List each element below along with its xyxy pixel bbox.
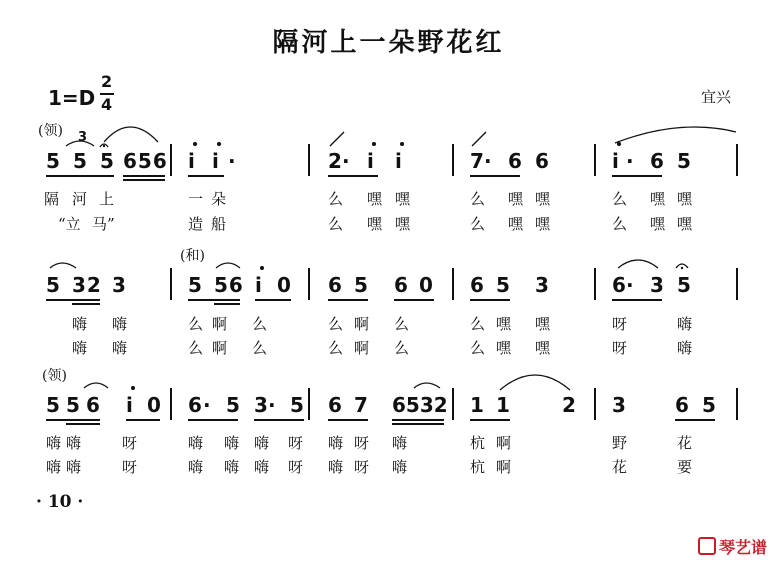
slur [618,260,658,268]
note-high: i [367,149,374,173]
note: 3 [612,393,626,417]
lyric: 嘿 [496,339,512,357]
logo-icon [698,537,716,555]
lyric: 呀 [288,434,304,452]
watermark-text: 琴艺谱 [718,538,767,557]
lyric: 嘿 [535,215,551,233]
note: 6 [188,393,202,417]
lyric: 么 [328,315,344,333]
lyric: 花 [677,434,693,452]
slur [500,375,570,390]
slur [50,263,76,268]
lyric: 啊 [354,339,370,357]
slur [615,127,736,143]
lyric: 呀 [612,315,628,333]
lyric: 嘿 [650,215,666,233]
note: 5 [46,273,60,297]
lyric: 嗨 [392,434,408,452]
lyric: 马” [92,215,115,233]
lyric: 啊 [496,458,512,476]
dot-extension: · [626,149,634,173]
note: 5 [73,149,87,173]
lyric: 啊 [212,339,228,357]
lyric: 嗨 [224,458,240,476]
note: 7 [470,149,484,173]
dot-extension: · [342,149,350,173]
note: 1 [496,393,510,417]
lyric: 上 [99,190,115,208]
lyric: 呀 [122,458,138,476]
note-high: i [126,393,133,417]
lyric: 朵 [211,190,227,208]
slur [104,127,158,142]
lyric: 么 [470,190,486,208]
lyric: 嘿 [677,190,693,208]
note-group: 32 [72,273,102,297]
note: 2 [328,149,342,173]
lyric: 么 [252,315,268,333]
lyric: 么 [470,215,486,233]
lyric: “立 [58,215,81,233]
lyric: 嘿 [496,315,512,333]
note: 5 [46,149,60,173]
note: 3 [112,273,126,297]
lyric: 嘿 [395,215,411,233]
lyric: 呀 [612,339,628,357]
lyric: 么 [188,315,204,333]
lyric: 嗨 [112,315,128,333]
note: 5 [677,149,691,173]
lyric: 嗨 [46,458,62,476]
lyric: 嘿 [367,190,383,208]
lyric: 嘿 [535,315,551,333]
accent-stroke [330,132,344,146]
accent-stroke [472,132,486,146]
lyric: 么 [328,215,344,233]
triplet-mark: 3 [78,130,88,145]
lyric: 啊 [496,434,512,452]
score-title: 隔河上一朵野花红 [272,28,505,58]
lyric: 啊 [354,315,370,333]
lyric: 嘿 [367,215,383,233]
triplet-bracket [66,141,94,146]
lyric: 么 [394,315,410,333]
lyric: 要 [677,458,693,476]
note: 5 [677,273,691,297]
watermark-logo [698,535,767,558]
lyric: 嗨 [677,339,693,357]
lyric: 嗨 [328,434,344,452]
part-label-lead: (领) [42,368,67,384]
note: 7 [354,393,368,417]
dot-extension: · [484,149,492,173]
lyric: 造 [188,215,204,233]
note: 3 [535,273,549,297]
lyric: 野 [612,434,628,452]
note: 3 [650,273,664,297]
lyric: 嗨 [112,339,128,357]
lyric: 河 [72,190,88,208]
note: 5 [496,273,510,297]
lyric: 嗨 [188,434,204,452]
lyric: 么 [188,339,204,357]
note-group: 56 [214,273,244,297]
note: 5 [702,393,716,417]
lyric: 嘿 [508,190,524,208]
lyric: 呀 [354,458,370,476]
dot-extension: · [268,393,276,417]
lyric: 一 [188,190,204,208]
note-high: i [212,149,219,173]
lyric: 嗨 [254,434,270,452]
origin-label: 宜兴 [700,88,731,106]
lyric: 嘿 [535,190,551,208]
note: 1 [470,393,484,417]
note-group: 656 [123,149,168,173]
note-high: i [395,149,402,173]
lyric: 呀 [288,458,304,476]
lyric: 么 [252,339,268,357]
slur [216,263,240,268]
lyric: 隔 [44,190,60,208]
lyric: 嗨 [188,458,204,476]
note: 5 [188,273,202,297]
lyric: 么 [612,215,628,233]
note: 5 [354,273,368,297]
slur [84,383,108,388]
note: 5 [66,393,80,417]
dot-extension: · [626,273,634,297]
lyric: 么 [328,339,344,357]
lyric: 嗨 [677,315,693,333]
part-label-chorus: (和) [180,248,205,264]
lyric: 啊 [212,315,228,333]
lyric: 嗨 [392,458,408,476]
lyric: 嗨 [72,315,88,333]
note-rest: 0 [419,273,433,297]
lyric: 杭 [470,434,486,452]
note: 6 [470,273,484,297]
lyric: 么 [470,315,486,333]
lyric: 嗨 [46,434,62,452]
page-number: · 10 · [36,492,84,512]
lyric: 么 [394,339,410,357]
part-label-lead: (领) [38,123,63,139]
lyric: 杭 [470,458,486,476]
slur [414,383,440,388]
lyric: 呀 [122,434,138,452]
note: 6 [612,273,626,297]
lyric: 么 [470,339,486,357]
note: 5 [226,393,240,417]
lyric: 花 [612,458,628,476]
lyric: 么 [612,190,628,208]
lyric: 嗨 [328,458,344,476]
time-signature-top: 2 [101,72,113,91]
lyric: 船 [211,215,227,233]
lyric: 嘿 [508,215,524,233]
note: 6 [394,273,408,297]
note: 5 [290,393,304,417]
note-high: i [612,149,619,173]
lyric: 嘿 [650,190,666,208]
note: 5 [46,393,60,417]
lyric: 嗨 [224,434,240,452]
key-signature: 1=D [48,86,96,110]
lyric: 嘿 [677,215,693,233]
dot-extension: · [228,149,236,173]
note-high: i [188,149,195,173]
time-signature-bottom: 4 [101,95,113,114]
lyric: 么 [328,190,344,208]
note-group: 6532 [392,393,448,417]
note: 5 [100,149,114,173]
lyric: 嗨 [66,458,82,476]
note-rest: 0 [277,273,291,297]
lyric: 嘿 [535,339,551,357]
note-high: i [255,273,262,297]
note: 6 [86,393,100,417]
note: 6 [328,273,342,297]
note-rest: 0 [147,393,161,417]
note: 6 [328,393,342,417]
note: 6 [650,149,664,173]
lyric: 嘿 [395,190,411,208]
lyric: 嗨 [254,458,270,476]
lyric: 呀 [354,434,370,452]
note: 6 [675,393,689,417]
dot-extension: · [203,393,211,417]
note: 3 [254,393,268,417]
lyric: 嗨 [72,339,88,357]
note: 6 [535,149,549,173]
note: 2 [562,393,576,417]
note: 6 [508,149,522,173]
lyric: 嗨 [66,434,82,452]
